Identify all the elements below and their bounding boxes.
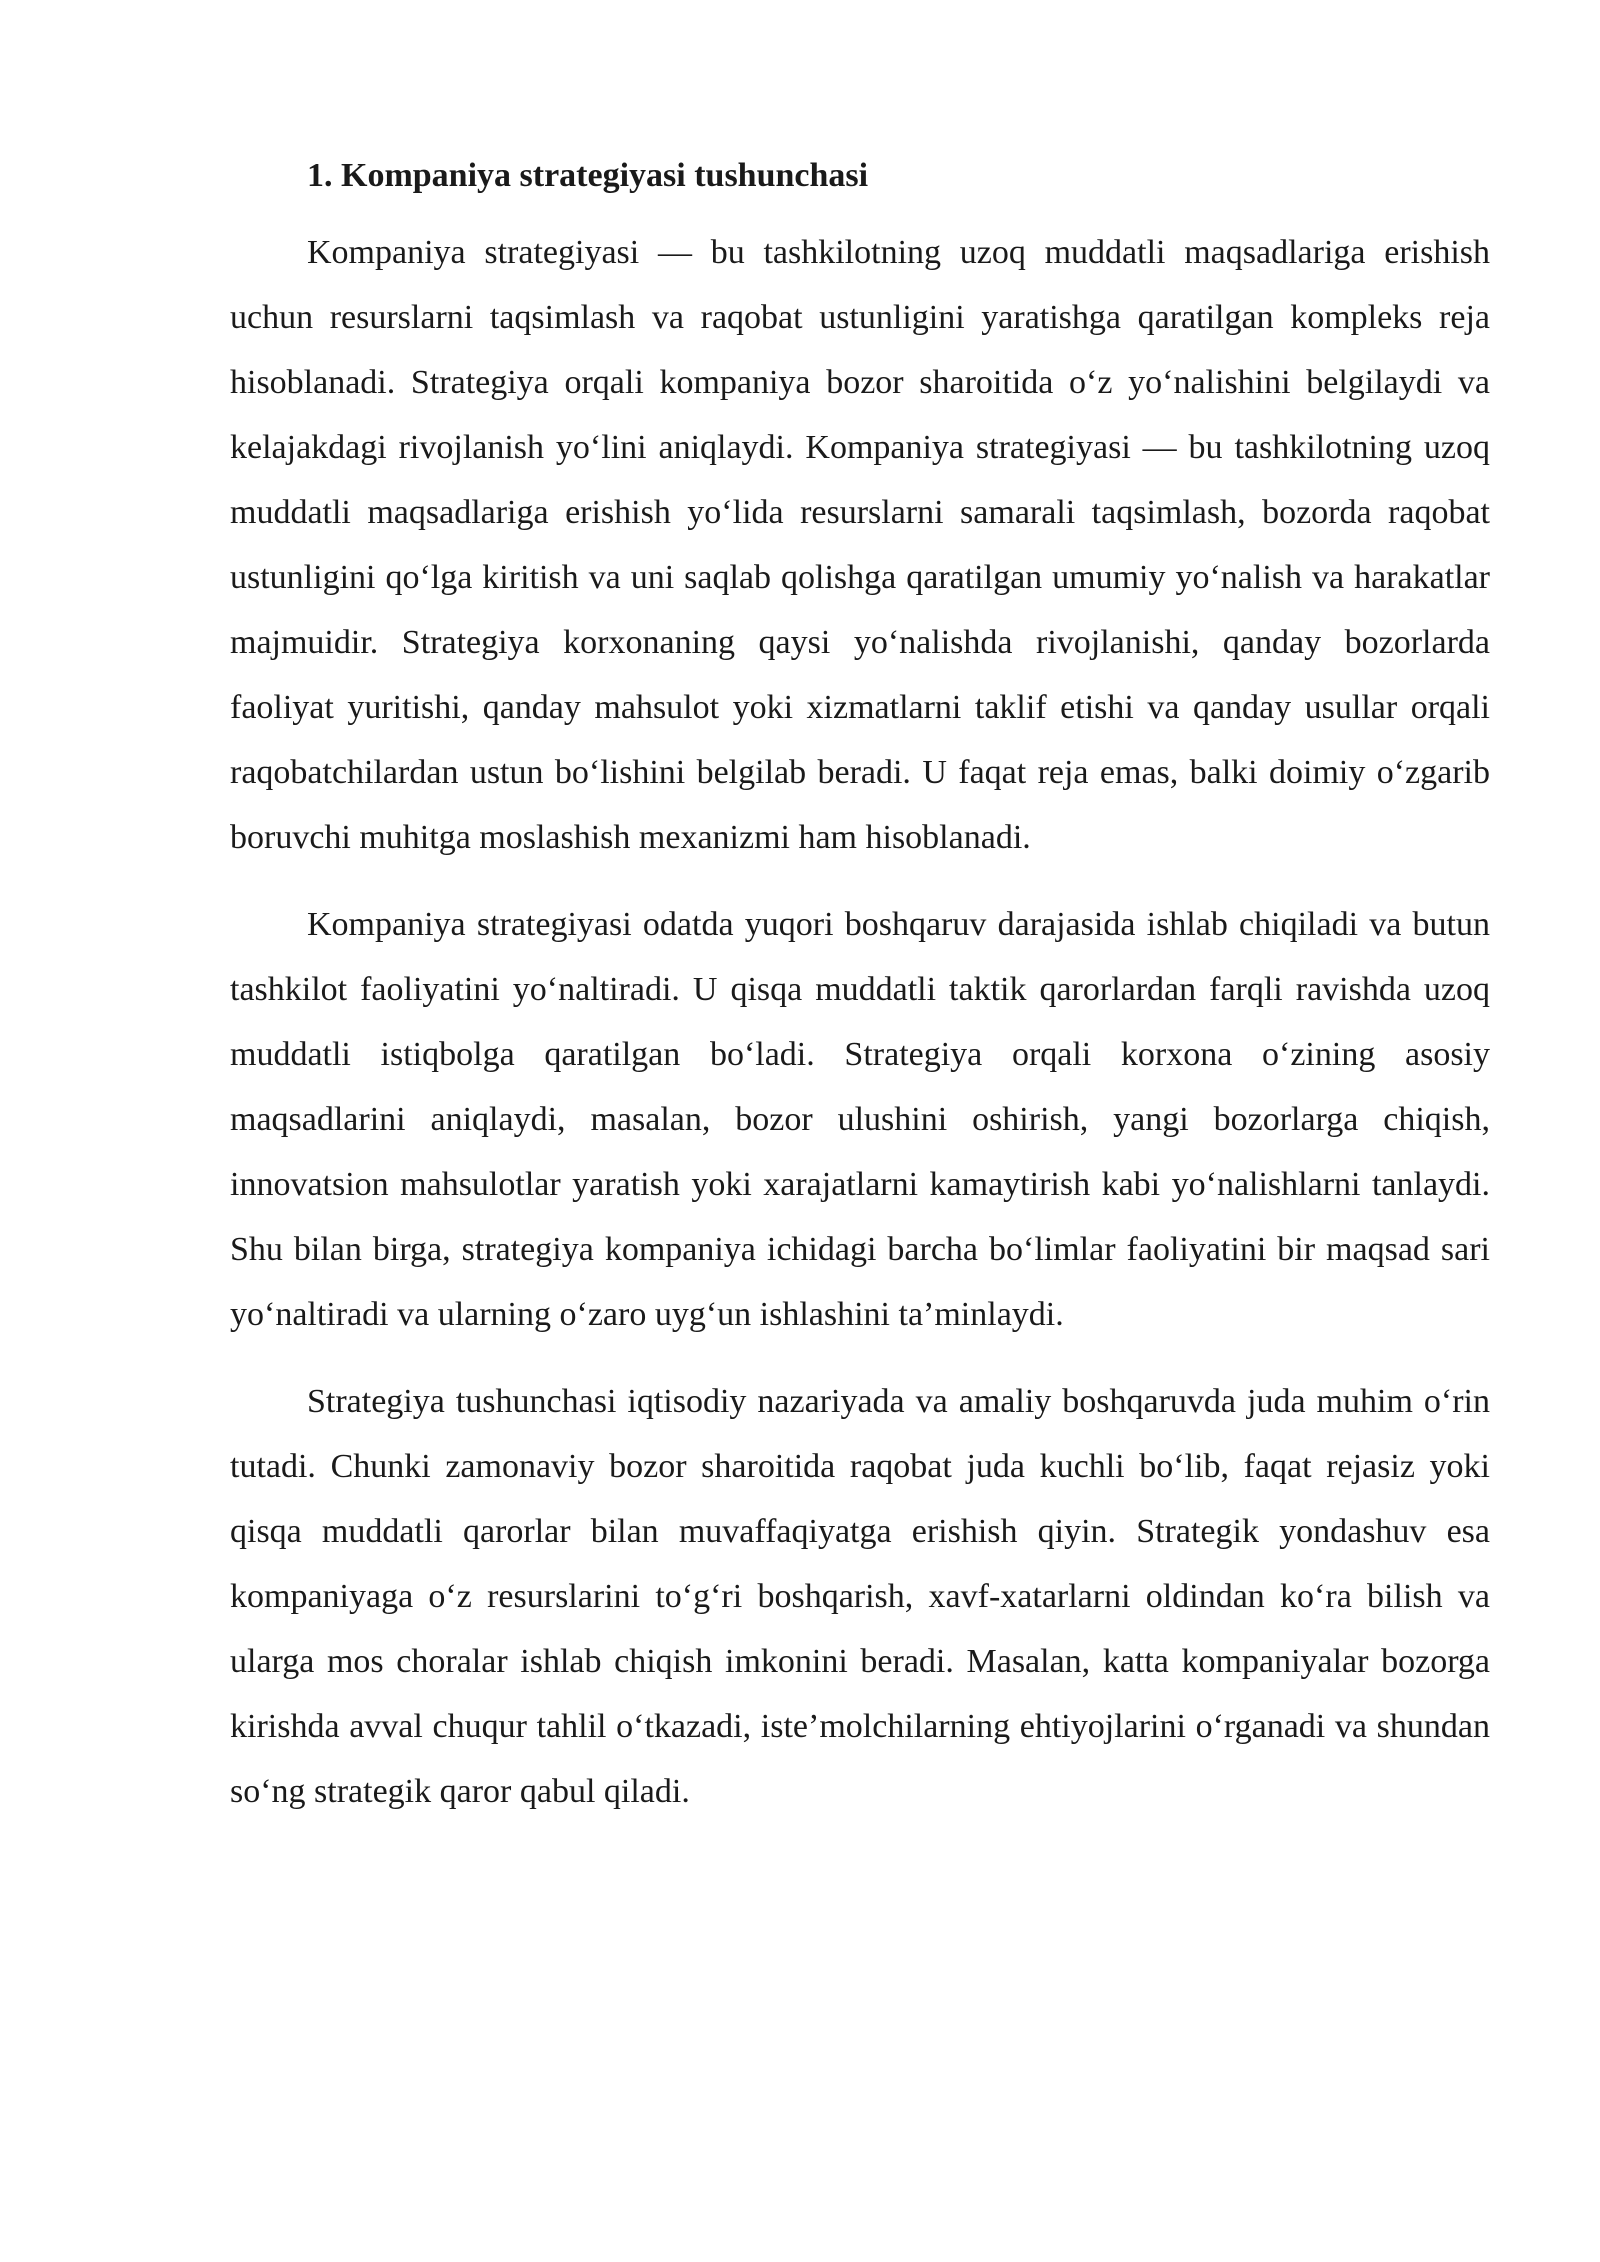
- paragraph-3: Strategiya tushunchasi iqtisodiy nazariyada va amaliy boshqaruvda juda muhim o‘rin tutadi. Chunki zamonaviy bozor sharoitida raqobat juda kuchli bo‘lib, faqat rejasiz yoki qisqa muddatli qarorlar bilan muvaffaqiyatga erishish qiyin. Strategik yondashuv esa kompaniyaga o‘z resurslarini to‘g‘ri boshqarish, xavf-xatarlarni oldindan ko‘ra bilish va ularga mos choralar ishlab chiqish imkonini beradi. Masalan, katta kompaniyalar bozorga kirishda avval chuqur tahlil o‘tkazadi, iste’molchilarning ehtiyojlarini o‘rganadi va shundan so‘ng strategik qaror qabul qiladi.: [230, 1383, 1490, 1810]
- document-body: [230, 150, 1490, 1846]
- section-heading: 1. Kompaniya strategiyasi tushunchasi: [307, 157, 869, 194]
- paragraph-2: Kompaniya strategiyasi odatda yuqori boshqaruv darajasida ishlab chiqiladi va butun tashkilot faoliyatini yo‘naltiradi. U qisqa muddatli taktik qarorlardan farqli ravishda uzoq muddatli istiqbolga qaratilgan bo‘ladi. Strategiya orqali korxona o‘zining asosiy maqsadlarini aniqlaydi, masalan, bozor ulushini oshirish, yangi bozorlarga chiqish, innovatsion mahsulotlar yaratish yoki xarajatlarni kamaytirish kabi yo‘nalishlarni tanlaydi. Shu bilan birga, strategiya kompaniya ichidagi barcha bo‘limlar faoliyatini bir maqsad sari yo‘naltiradi va ularning o‘zaro uyg‘un ishlashini ta’minlaydi.: [230, 906, 1490, 1333]
- paragraph-1: Kompaniya strategiyasi — bu tashkilotning uzoq muddatli maqsadlariga erishish uchun resurslarni taqsimlash va raqobat ustunligini yaratishga qaratilgan kompleks reja hisoblanadi. Strategiya orqali kompaniya bozor sharoitida o‘z yo‘nalishini belgilaydi va kelajakdagi rivojlanish yo‘lini aniqlaydi. Kompaniya strategiyasi — bu tashkilotning uzoq muddatli maqsadlariga erishish yo‘lida resurslarni samarali taqsimlash, bozorda raqobat ustunligini qo‘lga kiritish va uni saqlab qolishga qaratilgan umumiy yo‘nalish va harakatlar majmuidir. Strategiya korxonaning qaysi yo‘nalishda rivojlanishi, qanday bozorlarda faoliyat yuritishi, qanday mahsulot yoki xizmatlarni taklif etishi va qanday usullar orqali raqobatchilardan ustun bo‘lishini belgilab beradi. U faqat reja emas, balki doimiy o‘zgarib boruvchi muhitga moslashish mexanizmi ham hisoblanadi.: [230, 234, 1490, 856]
